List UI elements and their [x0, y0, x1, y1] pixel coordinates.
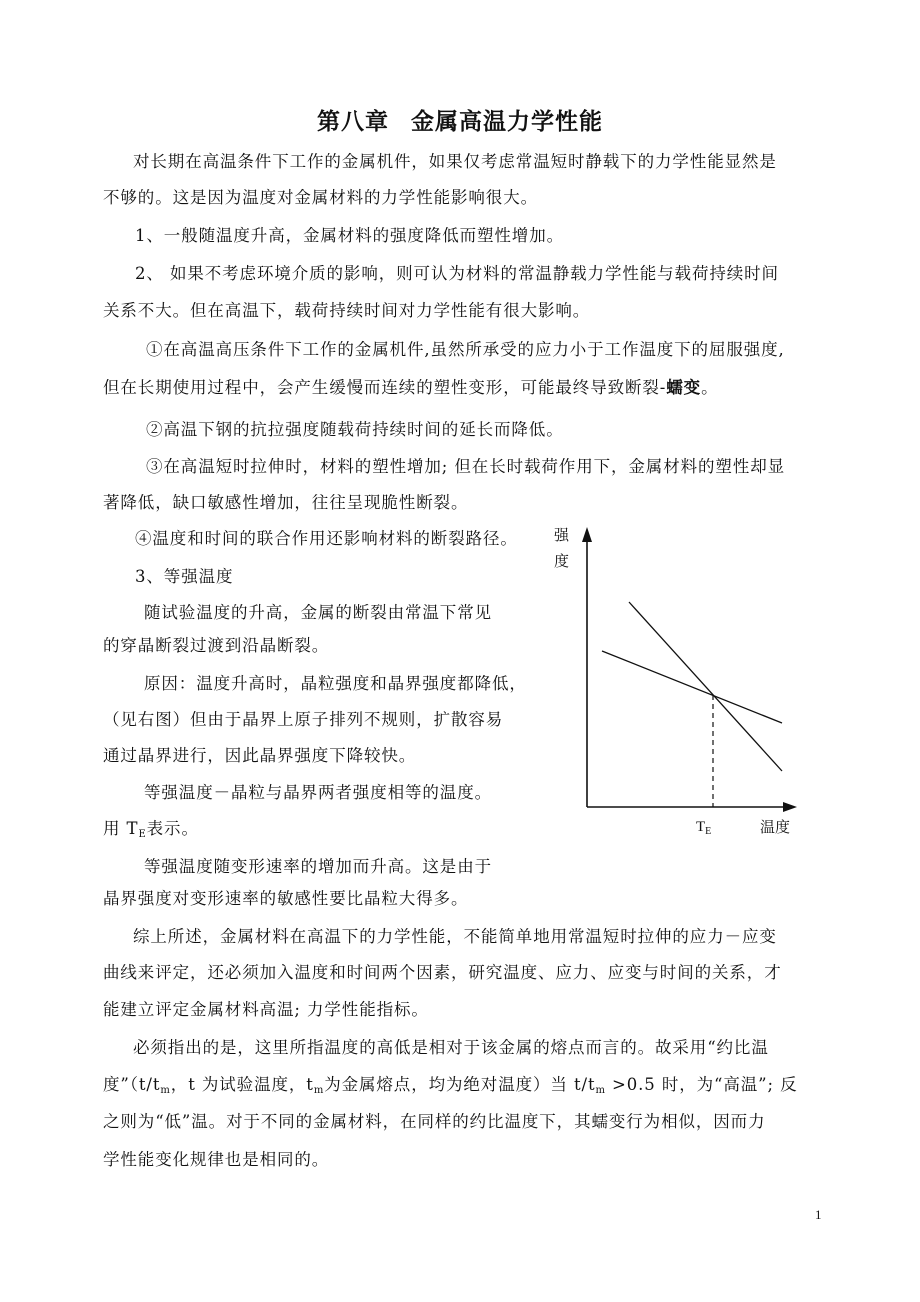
text-segment: 为金属熔点，均为绝对温度）当 t/t: [324, 1075, 596, 1094]
subscript-m: m: [160, 1085, 171, 1096]
subscript-m: m: [313, 1085, 325, 1096]
period: 。: [701, 378, 719, 397]
section-3-para-d-line-1: 等强温度随变形速率的增加而升高。这是由于: [144, 857, 492, 876]
section-3-para-b-line-3: 通过晶界进行，因此晶界强度下降较快。: [103, 746, 417, 765]
paragraph-intro-line-1: 对长期在高温条件下工作的金属机件，如果仅考虑常温短时静载下的力学性能显然是: [133, 152, 777, 171]
section-3-para-c-line-1: 等强温度－晶粒与晶界两者强度相等的温度。: [144, 783, 492, 802]
y-axis-arrow-icon: [582, 527, 592, 542]
section-3-para-a-line-2: 的穿晶断裂过渡到沿晶断裂。: [103, 636, 330, 655]
creep-term: 蠕变: [666, 378, 702, 397]
section-3-para-c-line-2: [103, 817, 199, 841]
y-axis-label-char-2: 度: [554, 552, 570, 570]
strength-temperature-diagram: [540, 515, 820, 845]
te-tick-label: [696, 818, 711, 836]
section-3-heading: 3、等强温度: [135, 567, 234, 586]
chapter-name: 金属高温力学性能: [411, 109, 603, 135]
summary-line-1: 综上所述，金属材料在高温下的力学性能，不能简单地用常温短时拉伸的应力－应变: [133, 927, 777, 946]
te-label-sub: E: [705, 826, 712, 837]
chapter-number: 第八章: [317, 109, 389, 135]
diagram-svg: [540, 515, 820, 845]
text-segment: ，t 为试验温度，t: [170, 1075, 314, 1094]
text-segment: 度”（t/t: [103, 1075, 161, 1094]
final-line-3: 之则为“低”温。对于不同的金属材料，在同样的约比温度下，其蠕变行为相似，因而力: [103, 1112, 766, 1131]
item-circle-3-line-1: ③在高温短时拉伸时，材料的塑性增加; 但在长时载荷作用下，金属材料的塑性却显: [146, 457, 786, 476]
item-circle-1-text: 但在长期使用过程中，会产生缓慢而连续的塑性变形，可能最终导致断裂-: [103, 378, 667, 397]
final-line-1: 必须指出的是，这里所指温度的高低是相对于该金属的熔点而言的。故采用“约比温: [133, 1038, 769, 1057]
section-3-para-d-line-2: 晶界强度对变形速率的敏感性要比晶粒大得多。: [103, 889, 469, 908]
item-circle-1-line-1: ①在高温高压条件下工作的金属机件,虽然所承受的应力小于工作温度下的屈服强度,: [146, 340, 785, 359]
point-2-line-1: 2、 如果不考虑环境介质的影响，则可认为材料的常温静载力学性能与载荷持续时间: [135, 264, 779, 283]
te-subscript: E: [138, 829, 147, 840]
text-segment: >0.5 时，为“高温”; 反: [605, 1075, 798, 1094]
chapter-title: [0, 106, 920, 138]
x-axis-label: 温度: [760, 818, 791, 836]
summary-line-2: 曲线来评定，还必须加入温度和时间两个因素，研究温度、应力、应变与时间的关系，才: [103, 963, 782, 982]
te-symbol: 用 T: [103, 819, 139, 838]
grain-boundary-strength-line: [629, 602, 782, 771]
point-1: 1、一般随温度升高，金属材料的强度降低而塑性增加。: [135, 226, 564, 245]
section-3-para-b-line-1: 原因：温度升高时，晶粒强度和晶界强度都降低，: [144, 674, 527, 693]
subscript-m: m: [595, 1085, 606, 1096]
item-circle-4: ④温度和时间的联合作用还影响材料的断裂路径。: [135, 529, 518, 548]
x-axis-arrow-icon: [783, 802, 797, 812]
te-description: 表示。: [146, 819, 199, 838]
section-3-para-a-line-1: 随试验温度的升高，金属的断裂由常温下常见: [144, 603, 492, 622]
section-3-para-b-line-2: （见右图）但由于晶界上原子排列不规则，扩散容易: [103, 710, 504, 729]
te-label-main: T: [696, 819, 706, 835]
item-circle-2: ②高温下钢的抗拉强度随载荷持续时间的延长而降低。: [146, 420, 564, 439]
summary-line-3: 能建立评定金属材料高温; 力学性能指标。: [103, 1000, 429, 1019]
grain-strength-line: [602, 651, 782, 723]
y-axis-label-char-1: 强: [554, 526, 570, 544]
item-circle-3-line-2: 著降低，缺口敏感性增加，往往呈现脆性断裂。: [103, 493, 469, 512]
page-number: 1: [815, 1207, 822, 1222]
item-circle-1-line-2: [103, 376, 719, 400]
paragraph-intro-line-2: 不够的。这是因为温度对金属材料的力学性能影响很大。: [103, 188, 538, 207]
final-line-4: 学性能变化规律也是相同的。: [103, 1150, 330, 1169]
final-line-2: [103, 1073, 798, 1097]
point-2-line-2: 关系不大。但在高温下，载荷持续时间对力学性能有很大影响。: [103, 301, 591, 320]
